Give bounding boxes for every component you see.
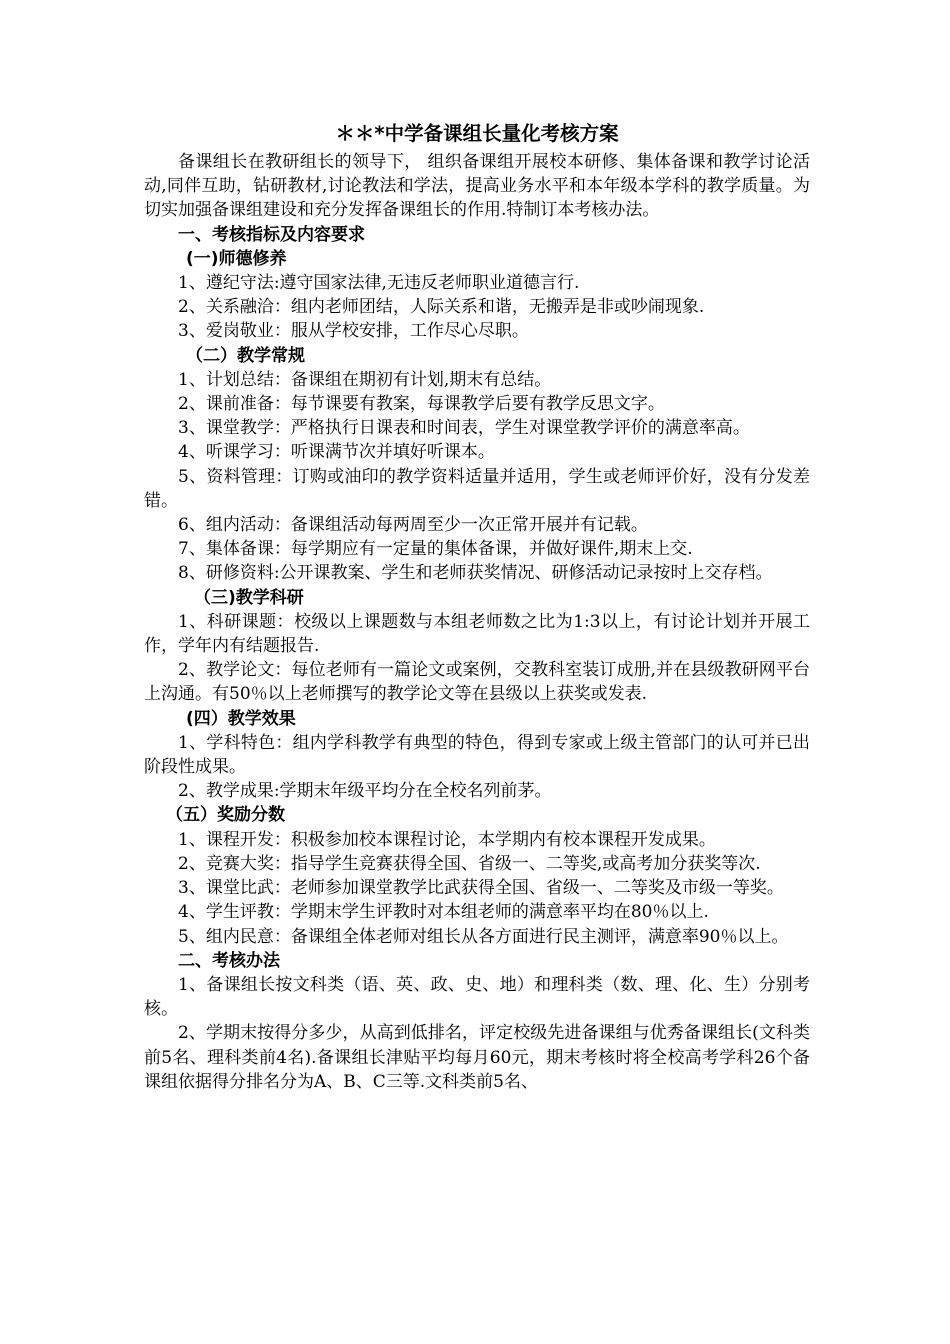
effect-item: 1、学科特色：组内学科教学有典型的特色，得到专家或上级主管部门的认可并已出阶段性成果。 <box>144 732 810 778</box>
method-item: 1、备课组长按文科类（语、英、政、史、地）和理科类（数、理、化、生）分别考核。 <box>144 974 810 1020</box>
subsection-heading-bonus: （五）奖励分数 <box>166 805 285 826</box>
subsection-heading-research: （三)教学科研 <box>194 587 304 608</box>
document-title: ＊＊*中学备课组长量化考核方案 <box>335 122 619 145</box>
routine-item: 4、听课学习：听课满节次并填好听课本。 <box>178 442 495 463</box>
bonus-item: 3、课堂比武：老师参加课堂教学比武获得全国、省级一、二等奖及市级一等奖。 <box>178 878 784 899</box>
routine-item: 5、资料管理：订购或油印的教学资料适量并适用，学生或老师评价好，没有分发差错。 <box>144 466 810 511</box>
routine-item: 8、研修资料:公开课教案、学生和老师获奖情况、研修活动记录按时上交存档。 <box>178 563 773 584</box>
bonus-item: 2、竞赛大奖：指导学生竞赛获得全国、省级一、二等奖,或高考加分获奖等次. <box>178 853 761 874</box>
routine-item: 2、课前准备：每节课要有教案，每课教学后要有教学反思文字。 <box>178 394 665 415</box>
ethics-item: 3、爱岗敬业：服从学校安排，工作尽心尽职。 <box>178 321 529 342</box>
section-heading-1: 一、考核指标及内容要求 <box>178 224 365 245</box>
subsection-heading-effect: (四）教学效果 <box>186 708 296 729</box>
routine-item: 1、计划总结：备课组在期初有计划,期末有总结。 <box>178 369 552 390</box>
ethics-item: 2、关系融洽：组内老师团结，人际关系和谐，无搬弄是非或吵闹现象. <box>178 297 705 318</box>
bonus-item: 1、课程开发：积极参加校本课程讨论，本学期内有校本课程开发成果。 <box>178 829 716 850</box>
section-heading-2: 二、考核办法 <box>178 950 280 971</box>
ethics-item: 1、遵纪守法:遵守国家法律,无违反老师职业道德言行. <box>178 273 580 294</box>
routine-item: 3、课堂教学：严格执行日课表和时间表，学生对课堂教学评价的满意率高。 <box>178 418 750 439</box>
research-item: 1、科研课题：校级以上课题数与本组老师数之比为1:3以上，有讨论计划并开展工作，学年内有结题报告. <box>144 611 810 657</box>
bonus-item: 5、组内民意：备课组全体老师对组长从各方面进行民主测评，满意率90％以上。 <box>178 926 789 947</box>
document-page <box>144 120 810 1094</box>
bonus-item: 4、学生评教：学期末学生评教时对本组老师的满意率平均在80％以上. <box>178 902 709 923</box>
routine-item: 6、组内活动：备课组活动每两周至少一次正常开展并有记载。 <box>178 515 648 536</box>
routine-item: 7、集体备课：每学期应有一定量的集体备课，并做好课件,期末上交. <box>178 539 693 560</box>
method-item: 2、学期末按得分多少，从高到低排名，评定校级先进备课组与优秀备课组长(文科类前5名、理科类前4名).备课组长津贴平均每月60元，期末考核时将全校高考学科26个备课组依据得分排名分为A、B、C三等.文科类前5名、 <box>144 1023 810 1092</box>
research-item: 2、教学论文：每位老师有一篇论文或案例，交教科室装订成册,并在县级教研网平台上沟通。有50％以上老师撰写的教学论文等在县级以上获奖或发表. <box>144 660 810 705</box>
subsection-heading-ethics: (一)师德修养 <box>186 248 287 269</box>
intro-paragraph: 备课组长在教研组长的领导下， 组织备课组开展校本研修、集体备课和教学讨论活动,同伴互助，钻研教材,讨论教法和学法，提高业务水平和本年级本学科的教学质量。为切实加强备课组建设和充分发挥备课组长的作用.特制订本考核办法。 <box>144 152 810 221</box>
effect-item: 2、教学成果:学期末年级平均分在全校名列前茅。 <box>178 781 552 802</box>
subsection-heading-routine: （二）教学常规 <box>186 345 305 366</box>
